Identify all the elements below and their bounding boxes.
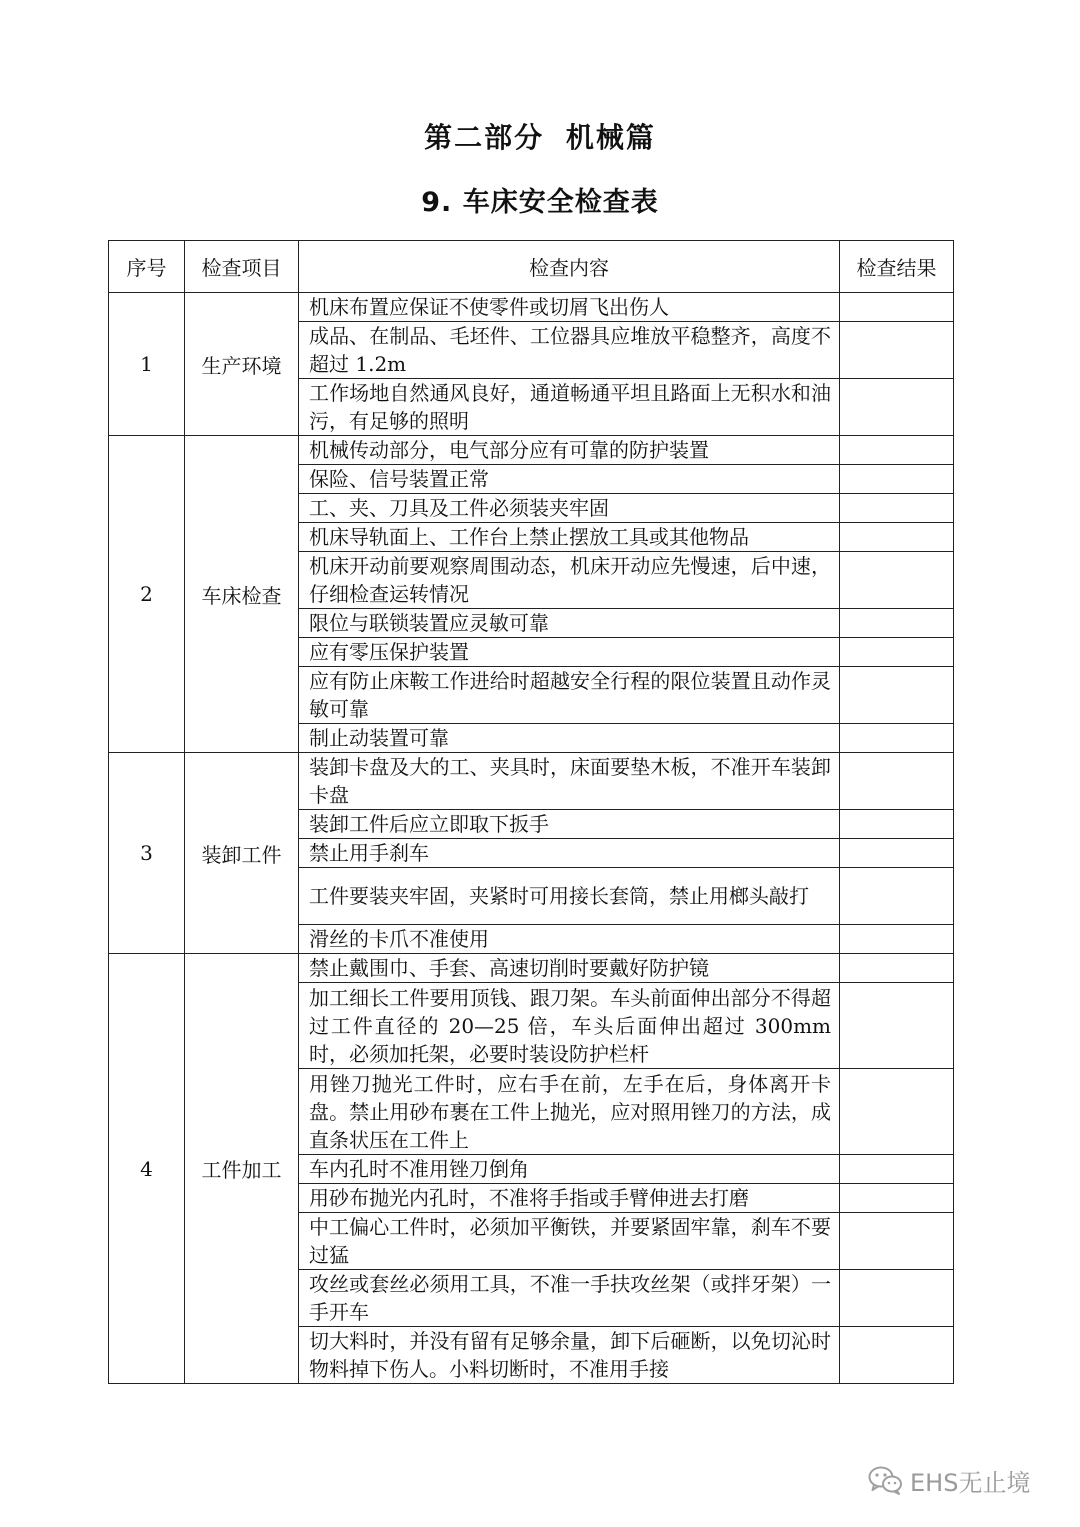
check-content-cell: 用锉刀抛光工件时，应右手在前，左手在后，身体离开卡盘。禁止用砂布裹在工件上抛光，应对照用锉刀的方法，成直条状压在工件上 — [299, 1069, 840, 1155]
check-content-cell: 机床开动前要观察周围动态，机床开动应先慢速，后中速，仔细检查运转情况 — [299, 552, 840, 609]
check-result-cell[interactable] — [840, 436, 954, 465]
watermark — [868, 1462, 1030, 1498]
check-content-cell: 应有零压保护装置 — [299, 638, 840, 667]
check-content-cell: 车内孔时不准用锉刀倒角 — [299, 1155, 840, 1184]
checklist-table — [108, 240, 954, 1384]
header-content: 检查内容 — [299, 241, 840, 293]
seq-cell: 3 — [109, 753, 185, 954]
check-content-cell: 工件要装夹牢固，夹紧时可用接长套筒，禁止用榔头敲打 — [299, 868, 840, 925]
wechat-icon — [868, 1465, 904, 1495]
check-result-cell[interactable] — [840, 322, 954, 379]
check-result-cell[interactable] — [840, 494, 954, 523]
check-result-cell[interactable] — [840, 983, 954, 1069]
table-row — [109, 753, 954, 810]
check-content-cell: 保险、信号装置正常 — [299, 465, 840, 494]
check-content-cell: 限位与联锁装置应灵敏可靠 — [299, 609, 840, 638]
check-result-cell[interactable] — [840, 868, 954, 925]
check-content-cell: 机床导轨面上、工作台上禁止摆放工具或其他物品 — [299, 523, 840, 552]
check-result-cell[interactable] — [840, 638, 954, 667]
check-content-cell: 禁止用手刹车 — [299, 839, 840, 868]
check-result-cell[interactable] — [840, 1327, 954, 1384]
check-content-cell: 机械传动部分，电气部分应有可靠的防护装置 — [299, 436, 840, 465]
check-result-cell[interactable] — [840, 1213, 954, 1270]
watermark-text: EHS无止境 — [910, 1468, 1031, 1497]
page-title: 第二部分 机械篇 — [424, 121, 656, 154]
check-result-cell[interactable] — [840, 293, 954, 322]
check-result-cell[interactable] — [840, 724, 954, 753]
header-result: 检查结果 — [840, 241, 954, 293]
check-result-cell[interactable] — [840, 753, 954, 810]
check-content-cell: 装卸卡盘及大的工、夹具时，床面要垫木板，不准开车装卸卡盘 — [299, 753, 840, 810]
check-content-cell: 用砂布抛光内孔时，不准将手指或手臂伸进去打磨 — [299, 1184, 840, 1213]
check-result-cell[interactable] — [840, 1155, 954, 1184]
table-row — [109, 436, 954, 465]
check-result-cell[interactable] — [840, 379, 954, 436]
table-title: 9. 车床安全检查表 — [421, 187, 659, 218]
header-row — [109, 241, 954, 293]
check-result-cell[interactable] — [840, 552, 954, 609]
check-item-cell: 工件加工 — [185, 954, 299, 1384]
seq-cell: 2 — [109, 436, 185, 753]
check-result-cell[interactable] — [840, 925, 954, 954]
check-content-cell: 攻丝或套丝必须用工具，不准一手扶攻丝架（或拌牙架）一手开车 — [299, 1270, 840, 1327]
check-content-cell: 装卸工件后应立即取下扳手 — [299, 810, 840, 839]
check-content-cell: 滑丝的卡爪不准使用 — [299, 925, 840, 954]
check-content-cell: 应有防止床鞍工作进给时超越安全行程的限位装置且动作灵敏可靠 — [299, 667, 840, 724]
check-item-cell: 装卸工件 — [185, 753, 299, 954]
check-content-cell: 加工细长工件要用顶钱、跟刀架。车头前面伸出部分不得超过工件直径的 20—25 倍，车头后面伸出超过 300mm 时，必须加托架，必要时装设防护栏杆 — [299, 983, 840, 1069]
check-content-cell: 工、夹、刀具及工件必须装夹牢固 — [299, 494, 840, 523]
check-result-cell[interactable] — [840, 954, 954, 983]
header-item: 检查项目 — [185, 241, 299, 293]
check-result-cell[interactable] — [840, 1069, 954, 1155]
check-content-cell: 切大料时，并没有留有足够余量，卸下后砸断，以免切沁时物料掉下伤人。小料切断时，不准用手接 — [299, 1327, 840, 1384]
table-row — [109, 293, 954, 322]
check-result-cell[interactable] — [840, 1270, 954, 1327]
check-result-cell[interactable] — [840, 609, 954, 638]
check-result-cell[interactable] — [840, 523, 954, 552]
check-content-cell: 成品、在制品、毛坯件、工位器具应堆放平稳整齐，高度不超过 1.2m — [299, 322, 840, 379]
table-body — [109, 293, 954, 1384]
check-content-cell: 工作场地自然通风良好，通道畅通平坦且路面上无积水和油污，有足够的照明 — [299, 379, 840, 436]
check-content-cell: 禁止戴围巾、手套、高速切削时要戴好防护镜 — [299, 954, 840, 983]
table-row — [109, 954, 954, 983]
check-result-cell[interactable] — [840, 667, 954, 724]
check-item-cell: 车床检查 — [185, 436, 299, 753]
check-content-cell: 机床布置应保证不使零件或切屑飞出伤人 — [299, 293, 840, 322]
check-result-cell[interactable] — [840, 810, 954, 839]
seq-cell: 1 — [109, 293, 185, 436]
seq-cell: 4 — [109, 954, 185, 1384]
check-result-cell[interactable] — [840, 465, 954, 494]
check-result-cell[interactable] — [840, 1184, 954, 1213]
header-seq: 序号 — [109, 241, 185, 293]
check-result-cell[interactable] — [840, 839, 954, 868]
check-content-cell: 中工偏心工件时，必须加平衡铁，并要紧固牢靠，刹车不要过猛 — [299, 1213, 840, 1270]
check-content-cell: 制止动装置可靠 — [299, 724, 840, 753]
check-item-cell: 生产环境 — [185, 293, 299, 436]
